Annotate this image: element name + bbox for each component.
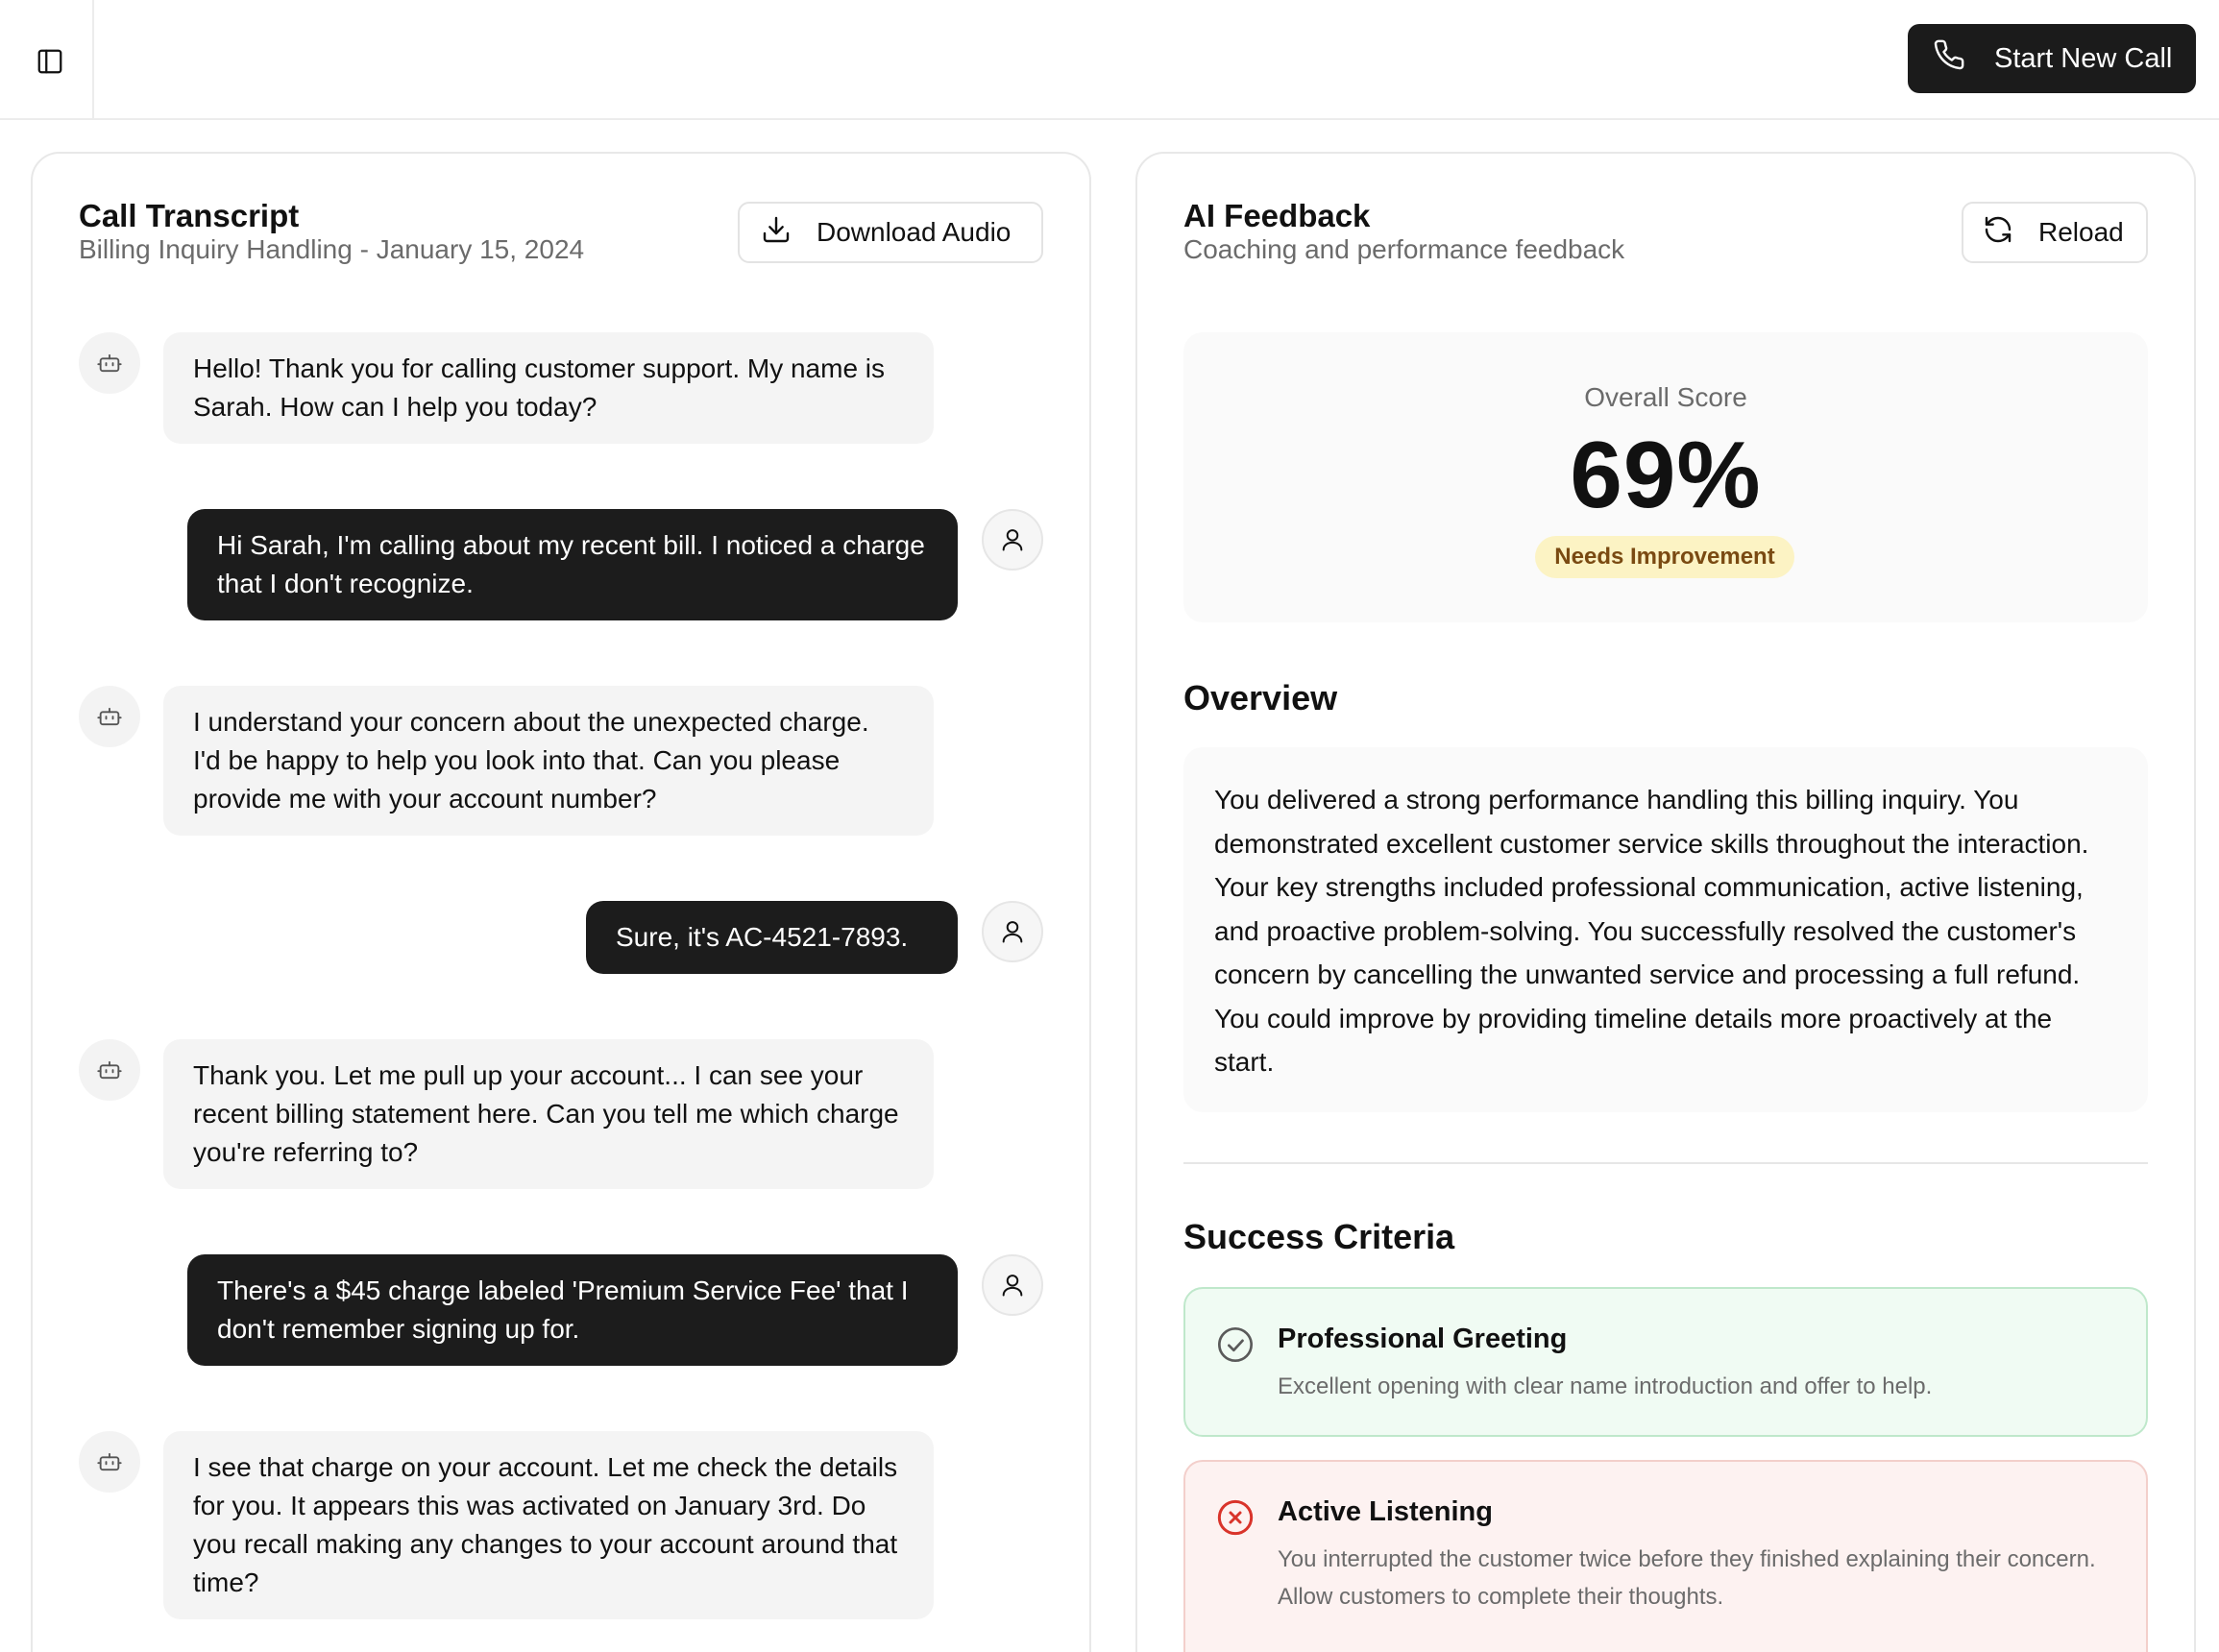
- start-new-call-button[interactable]: [1908, 24, 2196, 93]
- feedback-subtitle: Coaching and performance feedback: [1183, 234, 1625, 264]
- bot-icon: [79, 686, 140, 747]
- criteria-item-active-listening: [1183, 1460, 2148, 1652]
- success-criteria-heading: Success Criteria: [1183, 1217, 1455, 1256]
- agent-message: I see that charge on your account. Let me check the details for you. It appears this was activated on January 3rd. Do you recall making any changes to your account around that time?: [163, 1431, 934, 1619]
- agent-message: I understand your concern about the unexpected charge. I'd be happy to help you look into that. Can you please provide me with your account number?: [163, 686, 934, 836]
- ai-feedback-panel: [1135, 152, 2196, 1652]
- customer-message: Sure, it's AC-4521-7893.: [586, 901, 958, 974]
- transcript-title: Call Transcript: [79, 198, 300, 233]
- criteria-title: Professional Greeting: [1278, 1324, 1568, 1354]
- sidebar-toggle-icon[interactable]: [29, 40, 71, 83]
- start-new-call-label: Start New Call: [1994, 42, 2173, 74]
- x-circle-icon: [1216, 1498, 1255, 1537]
- score-label: Overall Score: [1584, 382, 1747, 412]
- agent-message: Thank you. Let me pull up your account... I can see your recent billing statement here. Can you tell me which charge you're referring to?: [163, 1039, 934, 1189]
- sidebar-divider: [92, 0, 94, 120]
- overall-score-card: [1183, 332, 2148, 622]
- section-divider: [1183, 1162, 2148, 1164]
- download-icon: [761, 214, 792, 252]
- feedback-title: AI Feedback: [1183, 198, 1371, 233]
- reload-label: Reload: [2038, 217, 2124, 247]
- check-circle-icon: [1216, 1325, 1255, 1364]
- top-bar: [0, 0, 2219, 120]
- user-icon: [982, 901, 1043, 962]
- bot-icon: [79, 1039, 140, 1101]
- bot-icon: [79, 1431, 140, 1493]
- customer-message: Hi Sarah, I'm calling about my recent bill. I noticed a charge that I don't recognize.: [187, 509, 958, 620]
- criteria-description: Excellent opening with clear name introduction and offer to help.: [1278, 1373, 1933, 1399]
- phone-icon: [1933, 38, 1965, 79]
- transcript-subtitle: Billing Inquiry Handling - January 15, 2024: [79, 234, 585, 264]
- reload-button[interactable]: [1962, 202, 2148, 263]
- user-icon: [982, 1254, 1043, 1316]
- refresh-icon: [1983, 214, 2013, 252]
- criteria-title: Active Listening: [1278, 1496, 1493, 1527]
- criteria-description: You interrupted the customer twice before they finished explaining their concern. Allow customers to complete their thoughts.: [1278, 1546, 2096, 1610]
- score-value: 69%: [1570, 422, 1762, 527]
- criteria-item-professional-greeting: [1183, 1287, 2148, 1437]
- overview-text: You delivered a strong performance handling this billing inquiry. You demonstrated excellent customer service skills throughout the interaction. Your key strengths included professional communication, active listening, and proactive problem-solving. You successfully resolved the customer's concern by cancelling the unwanted service and processing a full refund. You could improve by providing timeline details more proactively at the start.: [1183, 747, 2148, 1112]
- status-badge: Needs Improvement: [1535, 536, 1794, 578]
- overview-heading: Overview: [1183, 678, 1338, 717]
- call-transcript-panel: [31, 152, 1091, 1652]
- download-audio-label: Download Audio: [817, 217, 1012, 247]
- user-icon: [982, 509, 1043, 571]
- bot-icon: [79, 332, 140, 394]
- download-audio-button[interactable]: [738, 202, 1043, 263]
- agent-message: Hello! Thank you for calling customer support. My name is Sarah. How can I help you today?: [163, 332, 934, 444]
- customer-message: There's a $45 charge labeled 'Premium Service Fee' that I don't remember signing up for.: [187, 1254, 958, 1366]
